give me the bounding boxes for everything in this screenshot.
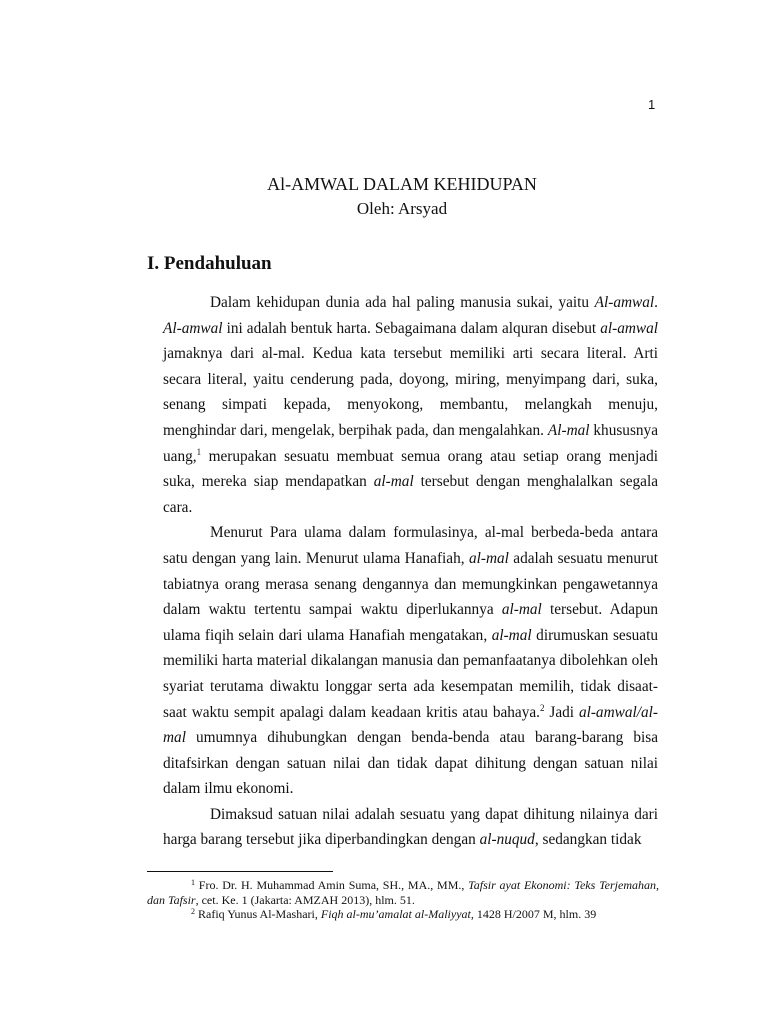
italic-term: Al-mal [547, 421, 590, 439]
text-run: . [654, 294, 658, 311]
section-heading: I. Pendahuluan [147, 253, 272, 274]
text-run: Menurut Para ulama dalam formulasinya, al-mal berbeda-beda antara satu dengan yang lain. Menurut ulama Hanafiah, [163, 524, 658, 567]
italic-term: al-mal [501, 601, 542, 619]
italic-term: al-mal [373, 473, 414, 491]
text-run: adalah sesuatu menurut tabiatnya orang merasa senang dengannya dan memungkinkan pengawetannya dalam waktu tertentu sampai waktu diperlukannya [163, 549, 658, 619]
text-run: umumnya dihubungkan dengan benda-benda atau barang-barang bisa ditafsirkan dengan satuan nilai dan tidak dapat dihitung dengan satuan nilai dalam ilmu ekonomi. [163, 729, 658, 798]
italic-term: al-mal [468, 549, 509, 567]
italic-term: al-nuqud [479, 831, 535, 849]
footnote [147, 878, 659, 907]
italic-term: al-amwal [600, 319, 658, 337]
body-text [163, 290, 658, 853]
text-run: , cet. Ke. 1 (Jakarta: AMZAH 2013), hlm. 51. [195, 892, 415, 907]
text-run: Fro. Dr. H. Muhammad Amin Suma, SH., MA., MM., [195, 878, 469, 892]
paragraph [163, 290, 658, 520]
footnote-marker: 1 [196, 446, 202, 457]
text-run: jamaknya dari al-mal. Kedua kata tersebut memiliki arti secara literal. Arti secara literal, yaitu cenderung pada, doyong, miring, menyimpang dari, suka, senang simpati kepada, menyokong, membantu, melangkah menuju, menghindar dari, mengelak, berpihak pada, dan mengalahkan. [163, 345, 658, 439]
italic-term: al-mal [491, 626, 532, 644]
text-run: khususnya uang, [163, 421, 658, 465]
footnote-divider [147, 871, 333, 872]
italic-term: Al-amwal [163, 319, 223, 337]
text-run: dirumuskan sesuatu memiliki harta material dikalangan manusia dan pemanfaatanya dibolehkan oleh syariat terutama diwaktu longgar serta ada kesempatan memilih, tidak disaat-saat waktu sempit apalagi dalam keadaan kritis atau bahaya. [163, 626, 658, 721]
footnotes [147, 878, 659, 922]
text-run: Dimaksud satuan nilai adalah sesuatu yang dapat dihitung nilainya dari harga barang tersebut jika diperbandingkan dengan [163, 805, 658, 849]
page-number: 1 [648, 97, 656, 112]
text-run: merupakan sesuatu membuat semua orang atau setiap orang menjadi suka, mereka siap mendapatkan [163, 447, 658, 491]
paragraph [163, 520, 658, 802]
text-run: tersebut dengan menghalalkan segala cara. [163, 473, 658, 516]
footnote [147, 907, 659, 922]
italic-term: Fiqh al-mu’amalat al-Maliyyat [320, 907, 471, 922]
footnote-marker: 2 [191, 907, 195, 917]
text-run: , sedangkan tidak [534, 831, 642, 849]
text-run: ini adalah bentuk harta. Sebagaimana dalam alquran disebut [222, 319, 601, 337]
text-run: tersebut. Adapun ulama fiqih selain dari ulama Hanafiah mengatakan, [163, 601, 659, 644]
italic-term: Tafsir ayat Ekonomi: Teks Terjemahan, dan Tafsir [147, 878, 659, 907]
italic-term: al-amwal/al-mal [163, 703, 658, 747]
document-title: Al-AMWAL DALAM KEHIDUPAN [267, 174, 537, 194]
text-run: , 1428 H/2007 M, hlm. 39 [470, 907, 597, 922]
footnote-marker: 1 [191, 878, 195, 887]
text-run: Rafiq Yunus Al-Mashari, [195, 907, 321, 922]
italic-term: Al-amwal [594, 294, 655, 311]
document-author: Oleh: Arsyad [356, 199, 448, 218]
paragraph [163, 802, 658, 853]
text-run: Dalam kehidupan dunia ada hal paling manusia sukai, yaitu [210, 294, 595, 311]
footnote-marker: 2 [539, 702, 545, 713]
text-run: Jadi [544, 703, 579, 721]
